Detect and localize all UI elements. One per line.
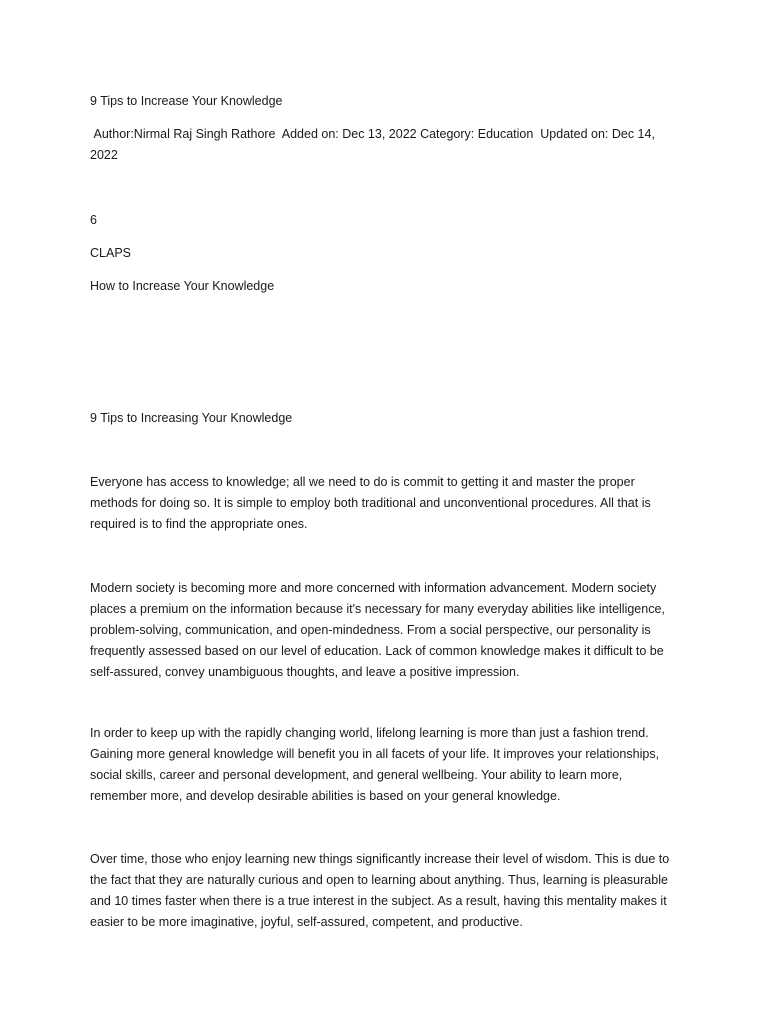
paragraph: Over time, those who enjoy learning new things significantly increase their level of wisdom. This is due to the fact that they are naturally curious and open to learning about anything. Thus, learning is pleasurable and 10 times faster when there is a true interest in the subject. As a result, having this mentality makes it easier to be more imaginative, joyful, self-assured, competent, and productive. <box>90 852 670 929</box>
section-heading: 9 Tips to Increasing Your Knowledge <box>90 411 293 425</box>
claps-label: CLAPS <box>90 246 131 260</box>
paragraph: Everyone has access to knowledge; all we need to do is commit to getting it and master the proper methods for doing so. It is simple to employ both traditional and unconventional procedures. All that is required is to find the appropriate ones. <box>90 475 651 531</box>
article-meta: Author:Nirmal Raj Singh Rathore Added on: Dec 13, 2022 Category: Education Updated on: Dec 14, 2022 <box>90 127 659 162</box>
claps-count: 6 <box>90 213 97 227</box>
image-caption: How to Increase Your Knowledge <box>90 279 275 293</box>
paragraph: Modern society is becoming more and more concerned with information advancement. Modern society places a premium on the information because it's necessary for many everyday abilities like intelligence, problem-solving, communication, and open-mindedness. From a social perspective, our personality is frequently assessed based on our level of education. Lack of common knowledge makes it difficult to be self-assured, convey unambiguous thoughts, and leave a positive impression. <box>90 581 665 679</box>
paragraph: In order to keep up with the rapidly changing world, lifelong learning is more than just a fashion trend. Gaining more general knowledge will benefit you in all facets of your life. It improves your relationships, social skills, career and personal development, and general wellbeing. Your ability to learn more, remember more, and develop desirable abilities is based on your general knowledge. <box>90 726 660 803</box>
document-title: 9 Tips to Increase Your Knowledge <box>90 94 283 108</box>
